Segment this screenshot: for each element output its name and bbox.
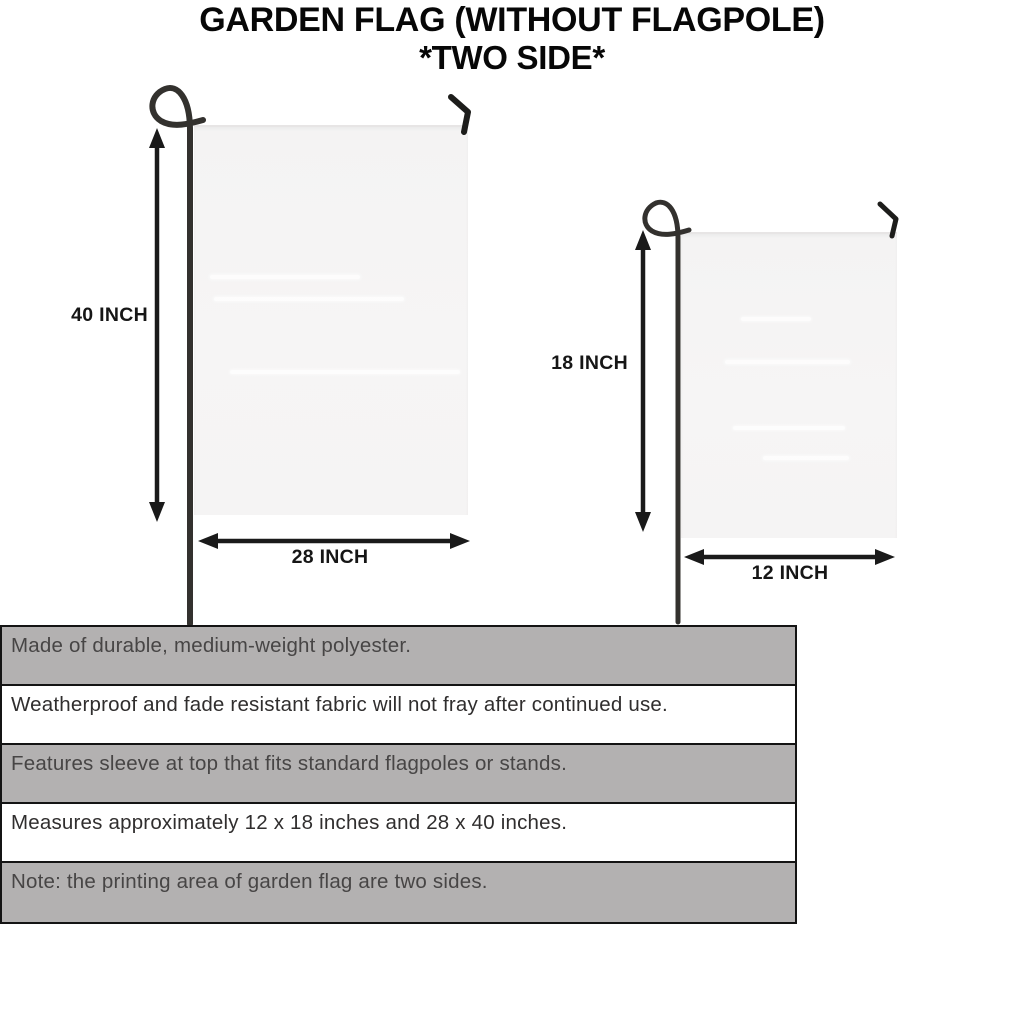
large-flag-height-arrow [149,128,165,522]
large-flagpole [152,88,203,624]
feature-row-weatherproof: Weatherproof and fade resistant fabric will not fray after continued use. [2,686,795,745]
feature-row-material: Made of durable, medium-weight polyester. [2,627,795,686]
feature-row-note: Note: the printing area of garden flag are two sides. [2,863,795,922]
page-title: GARDEN FLAG (WITHOUT FLAGPOLE) [199,1,825,39]
large-flag-hook-icon [451,97,468,132]
feature-row-sleeve: Features sleeve at top that fits standard flagpoles or stands. [2,745,795,804]
feature-table [0,625,797,924]
small-flagpole [645,202,689,622]
small-flag-height-label: 18 INCH [551,352,628,374]
large-flag-width-label: 28 INCH [291,546,369,568]
small-flag-width-label: 12 INCH [751,562,829,584]
small-flag-hook-icon [880,204,896,236]
large-flag-height-label: 40 INCH [71,304,148,326]
feature-row-measures: Measures approximately 12 x 18 inches and 28 x 40 inches. [2,804,795,863]
small-flag-height-arrow [635,230,651,532]
page-subtitle: *TWO SIDE* [419,39,605,77]
